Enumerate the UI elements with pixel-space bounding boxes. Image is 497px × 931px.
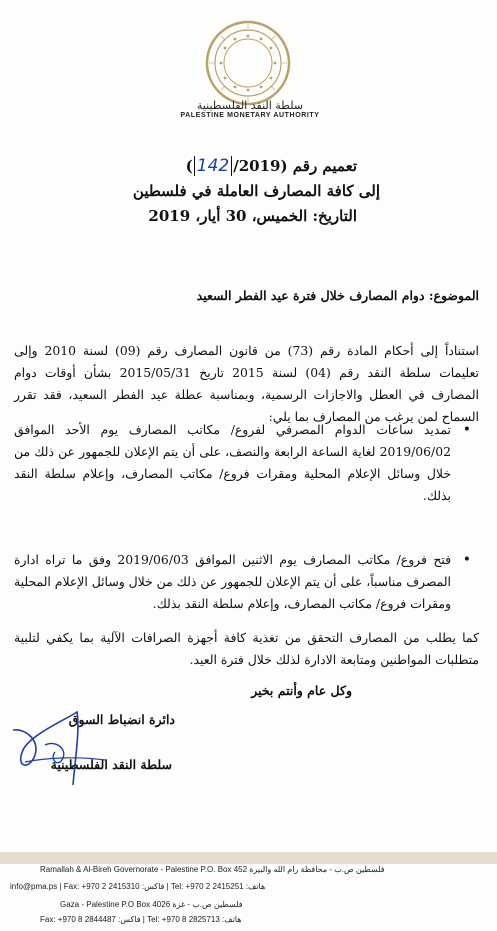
- footer-decorative-band: [0, 852, 497, 864]
- authority-name-arabic: سلطة النقد الفلسطينية: [196, 99, 304, 112]
- pma-seal-logo: [205, 20, 291, 106]
- signature-authority: سلطة النقد الفلسطينية: [50, 757, 172, 772]
- footer-ramallah-address: Ramallah & Al-Bireh Governorate - Palestine P.O. Box 452 فلسطين ص.ب - محافظة رام الله والبيرة: [40, 865, 385, 874]
- signature-department: دائرة انضباط السوق: [68, 712, 175, 727]
- bullet-item: • تمديد ساعات الدوام المصرفي لفروع/ مكاتب المصارف يوم الأحد الموافق 2019/06/02 لغاية الساعة الرابعة والنصف، على أن يتم الإعلان للجمهور عن ذلك من خلال وسائل الإعلام المحلية ومقرات فروع/ مكاتب المصارف، وإعلام سلطة النقد بذلك.: [14, 419, 479, 507]
- intro-paragraph: استناداً إلى أحكام المادة رقم (73) من قانون المصارف رقم (09) لسنة 2010 وإلى تعليمات سلطة النقد رقم (04) لسنة 2015 تاريخ 2015/05/31 بشأن أوقات دوام المصارف في العطل والاجازات الرسمية، وبمناسبة عطلة عيد الفطر السعيد، فقد تقرر السماح لمن يرغب من المصارف بما يلي:: [14, 343, 479, 424]
- authority-name-english: PALESTINE MONETARY AUTHORITY: [180, 112, 320, 119]
- handwritten-signature: [5, 700, 125, 790]
- footer-ramallah-contacts: info@pma.ps | Fax: +970 2 2415310 :فاكس | Tel: +970 2 2415251 :هاتف: [10, 882, 266, 891]
- recipients-line: إلى كافة المصارف العاملة في فلسطين: [132, 182, 380, 200]
- circular-number-line: تعميم رقم (142/2019): [185, 156, 357, 176]
- atm-paragraph: كما يطلب من المصارف التحقق من تغذية كافة أجهزة الصرافات الآلية بما يكفي لتلبية متطلبات المواطنين ومتابعة الادارة لذلك خلال فترة العيد.: [14, 630, 479, 667]
- handwritten-circular-number: 142: [194, 156, 232, 176]
- bullet-dot-icon: •: [462, 552, 471, 568]
- date-line: التاريخ: الخميس، 30 أيار، 2019: [148, 207, 357, 225]
- footer-gaza-contacts: Fax: +970 8 2844487 :فاكس | Tel: +970 8 2825713 :هاتف: [40, 915, 242, 924]
- subject-line: الموضوع: دوام المصارف خلال فترة عيد الفطر السعيد: [196, 288, 479, 303]
- footer-contact-info: [0, 865, 497, 931]
- closing-greeting: وكل عام وأنتم بخير: [251, 683, 352, 698]
- footer-gaza-address: Gaza - Palestine P.O Box 4026 فلسطين ص.ب - غزة: [60, 900, 243, 909]
- bullet-dot-icon: •: [462, 422, 471, 438]
- bullet-item: • فتح فروع/ مكاتب المصارف يوم الاثنين الموافق 2019/06/03 وفق ما تراه ادارة المصرف مناسباً، على أن يتم الإعلان للجمهور عن ذلك من خلال وسائل الإعلام المحلية ومقرات فروع/ مكاتب المصارف، وإعلام سلطة النقد بذلك.: [14, 549, 479, 615]
